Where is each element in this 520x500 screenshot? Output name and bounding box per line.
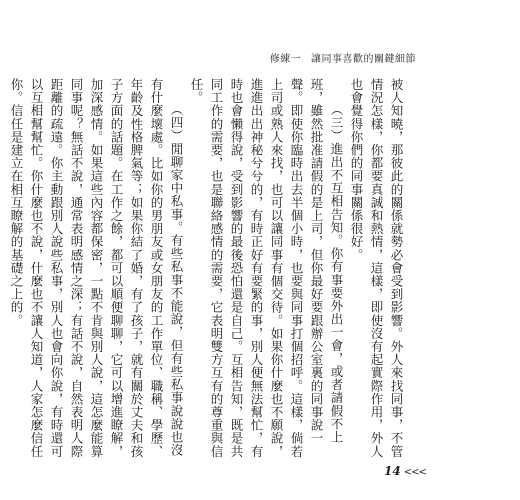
- page-arrows-icon: <<<: [403, 467, 426, 478]
- chapter-label: 修練一: [269, 54, 302, 65]
- running-header: [270, 50, 416, 65]
- paragraph-continuation: 被人知曉，那彼此的關係就勢必會受到影響。外人來找同事，不管情況怎樣，你都要真誠和熱情，這樣，即使沒有起實際作用，外人也會覺得你們的同事關係很好。: [349, 78, 404, 458]
- paragraph-item-4: （四）閒聊家中私事。有些私事不能說，但有些私事說說也沒有什麼壞處。比如你的男朋友或女朋友的工作單位、職稱、學歷、年齡及性格脾氣等；如果你結了婚，有了孩子，就有關於丈夫和孩子方面的話題。在工作之餘，都可以順便聊聊，它可以增進瞭解，加深感情。如果這些內容都保密，一點不肯與別人說，這怎麼能算同事呢？無話不說，通常表明感情之深；有話不說，自然表明人際距離的疏遠。你主動跟別人說些私事，別人也會向你說，有時還可以互相幫幫忙。你什麼也不說，什麼也不讓人知道，人家怎麼信任你。信任是建立在相互瞭解的基礎之上的。: [9, 78, 184, 458]
- page-number-value: 14: [384, 464, 401, 478]
- chapter-title: 讓同事喜歡的關鍵細節: [311, 54, 416, 65]
- page-number: [384, 464, 426, 478]
- body-text: [6, 78, 406, 460]
- paragraph-item-3: （三）進出不互相告知。你有事要外出一會，或者請假不上班，雖然批准請假的是上司，但你最好要跟辦公室裏的同事說一聲。即使你臨時出去半個小時，也要與同事打個招呼。這樣，倘若上司或熟人來找，也可以讓同事有個交待。如果你什麼也不願說，進進出出神秘兮兮的，有時正好有要緊的事，別人便無法幫忙，有時也會懶得說，受到影響的最後恐怕還是自己。互相告知，既是共同工作的需要，也是聯絡感情的需要，它表明雙方互有的尊重與信任。: [189, 78, 344, 458]
